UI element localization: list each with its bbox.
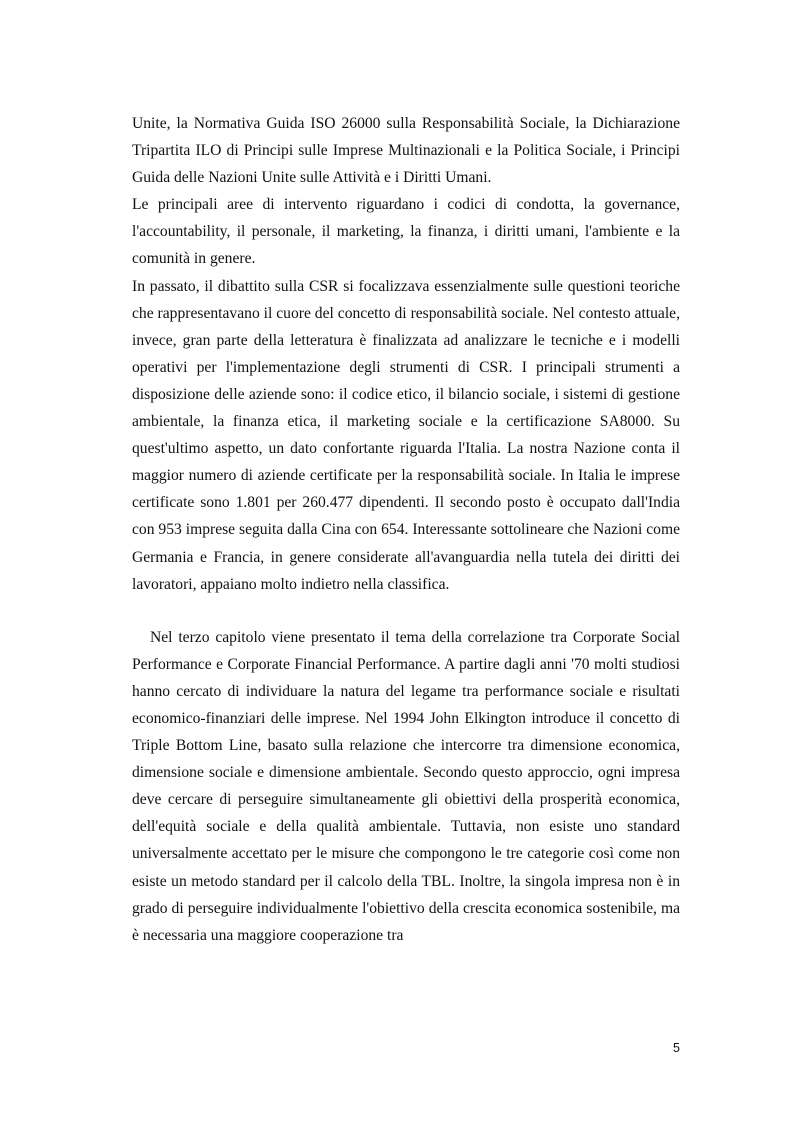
paragraph-intervention-areas: Le principali aree di intervento riguardano i codici di condotta, la governance, l'accountability, il personale, il marketing, la finanza, i diritti umani, l'ambiente e la comunità in genere. bbox=[132, 196, 680, 268]
paragraph-third-chapter: Nel terzo capitolo viene presentato il tema della correlazione tra Corporate Social Performance e Corporate Financial Performance. A partire dagli anni '70 molti studiosi hanno cercato di individuare la natura del legame tra performance sociale e risultati economico-finanziari delle imprese. Nel 1994 John Elkington introduce il concetto di Triple Bottom Line, basato sulla relazione che intercorre tra dimensione economica, dimensione sociale e dimensione ambientale. Secondo questo approccio, ogni impresa deve cercare di perseguire simultaneamente gli obiettivi della prosperità economica, dell'equità sociale e della qualità ambientale. Tuttavia, non esiste uno standard universalmente accettato per le misure che compongono le tre categorie così come non esiste un metodo standard per il calcolo della TBL. Inoltre, la singola impresa non è in grado di perseguire individualmente l'obiettivo della crescita economica sostenibile, ma è necessaria una maggiore cooperazione tra bbox=[132, 628, 680, 944]
page-number: 5 bbox=[673, 1041, 680, 1055]
paragraph-guidelines: Unite, la Normativa Guida ISO 26000 sulla Responsabilità Sociale, la Dichiarazione Tripartita ILO di Principi sulle Imprese Multinazionali e la Politica Sociale, i Principi Guida delle Nazioni Unite sulle Attività e i Diritti Umani. bbox=[132, 115, 680, 187]
paragraph-spacer bbox=[132, 598, 680, 624]
document-body bbox=[132, 110, 680, 949]
paragraph-csr-tools: In passato, il dibattito sulla CSR si focalizzava essenzialmente sulle questioni teoriche che rappresentavano il cuore del concetto di responsabilità sociale. Nel contesto attuale, invece, gran parte della letteratura è finalizzata ad analizzare le tecniche e i modelli operativi per l'implementazione degli strumenti di CSR. I principali strumenti a disposizione delle aziende sono: il codice etico, il bilancio sociale, i sistemi di gestione ambientale, la finanza etica, il marketing sociale e la certificazione SA8000. Su quest'ultimo aspetto, un dato confortante riguarda l'Italia. La nostra Nazione conta il maggior numero di aziende certificate per la responsabilità sociale. In Italia le imprese certificate sono 1.801 per 260.477 dipendenti. Il secondo posto è occupato dall'India con 953 imprese seguita dalla Cina con 654. Interessante sottolineare che Nazioni come Germania e Francia, in genere considerate all'avanguardia nella tutela dei diritti dei lavoratori, appaiano molto indietro nella classifica. bbox=[132, 277, 680, 593]
